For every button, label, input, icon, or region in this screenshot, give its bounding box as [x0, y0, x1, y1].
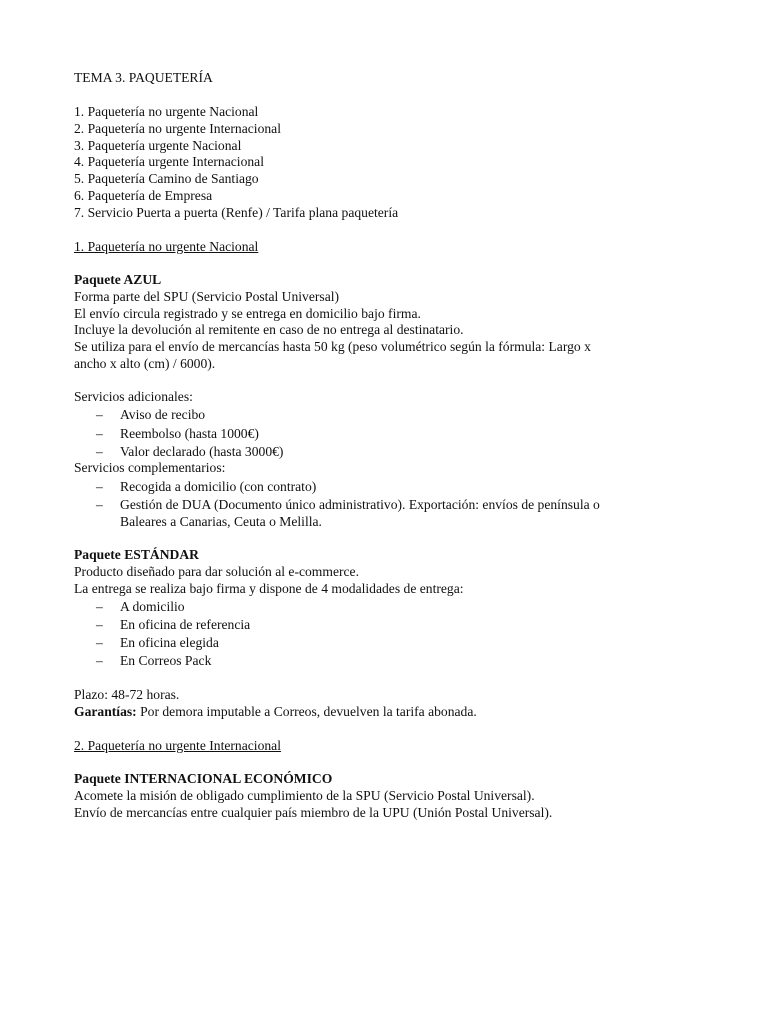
list-item: Valor declarado (hasta 3000€) — [120, 444, 284, 459]
list-item: En Correos Pack — [120, 653, 212, 668]
list-item: Recogida a domicilio (con contrato) — [120, 479, 317, 494]
paragraph-line: Producto diseñado para dar solución al e-commerce. — [74, 564, 359, 579]
toc-item: 4. Paquetería urgente Internacional — [74, 154, 264, 169]
toc-item: 1. Paquetería no urgente Nacional — [74, 104, 259, 119]
plazo-line: Plazo: 48-72 horas. — [74, 687, 180, 702]
list-label: Servicios complementarios: — [74, 460, 226, 475]
section-heading: 1. Paquetería no urgente Nacional — [74, 239, 259, 254]
bullet-dash: – — [96, 653, 103, 668]
product-heading: Paquete INTERNACIONAL ECONÓMICO — [74, 771, 333, 786]
list-item: En oficina elegida — [120, 635, 219, 650]
paragraph-line: Incluye la devolución al remitente en caso de no entrega al destinatario. — [74, 322, 464, 337]
list-item: A domicilio — [120, 599, 185, 614]
paragraph-line: Acomete la misión de obligado cumplimiento de la SPU (Servicio Postal Universal). — [74, 788, 535, 803]
toc-item: 2. Paquetería no urgente Internacional — [74, 121, 281, 136]
list-item: Gestión de DUA (Documento único administrativo). Exportación: envíos de península o — [120, 497, 600, 512]
product-heading: Paquete ESTÁNDAR — [74, 547, 199, 562]
list-item: Aviso de recibo — [120, 407, 206, 422]
list-item: En oficina de referencia — [120, 617, 251, 632]
bullet-dash: – — [96, 635, 103, 650]
bullet-dash: – — [96, 599, 103, 614]
list-label: Servicios adicionales: — [74, 389, 193, 404]
bullet-dash: – — [96, 407, 103, 422]
paragraph-line: Se utiliza para el envío de mercancías hasta 50 kg (peso volumétrico según la fórmula: Largo x — [74, 339, 591, 354]
bullet-dash: – — [96, 444, 103, 459]
paragraph-line: ancho x alto (cm) / 6000). — [74, 356, 216, 371]
product-heading: Paquete AZUL — [74, 272, 162, 287]
list-item: Reembolso (hasta 1000€) — [120, 426, 259, 441]
toc-item: 7. Servicio Puerta a puerta (Renfe) / Tarifa plana paquetería — [74, 205, 399, 220]
bullet-dash: – — [96, 497, 103, 512]
paragraph-line: La entrega se realiza bajo firma y dispone de 4 modalidades de entrega: — [74, 581, 464, 596]
list-item-continuation: Baleares a Canarias, Ceuta o Melilla. — [120, 514, 322, 529]
toc-item: 3. Paquetería urgente Nacional — [74, 138, 242, 153]
toc-item: 5. Paquetería Camino de Santiago — [74, 171, 259, 186]
paragraph-line: El envío circula registrado y se entrega en domicilio bajo firma. — [74, 306, 421, 321]
toc-item: 6. Paquetería de Empresa — [74, 188, 213, 203]
bullet-dash: – — [96, 479, 103, 494]
bullet-dash: – — [96, 617, 103, 632]
document-title: TEMA 3. PAQUETERÍA — [74, 70, 213, 85]
garantias-line: Garantías: Por demora imputable a Correos, devuelven la tarifa abonada. — [74, 704, 477, 719]
paragraph-line: Envío de mercancías entre cualquier país miembro de la UPU (Unión Postal Universal). — [74, 805, 553, 820]
bullet-dash: – — [96, 426, 103, 441]
paragraph-line: Forma parte del SPU (Servicio Postal Universal) — [74, 289, 340, 304]
section-heading: 2. Paquetería no urgente Internacional — [74, 738, 281, 753]
